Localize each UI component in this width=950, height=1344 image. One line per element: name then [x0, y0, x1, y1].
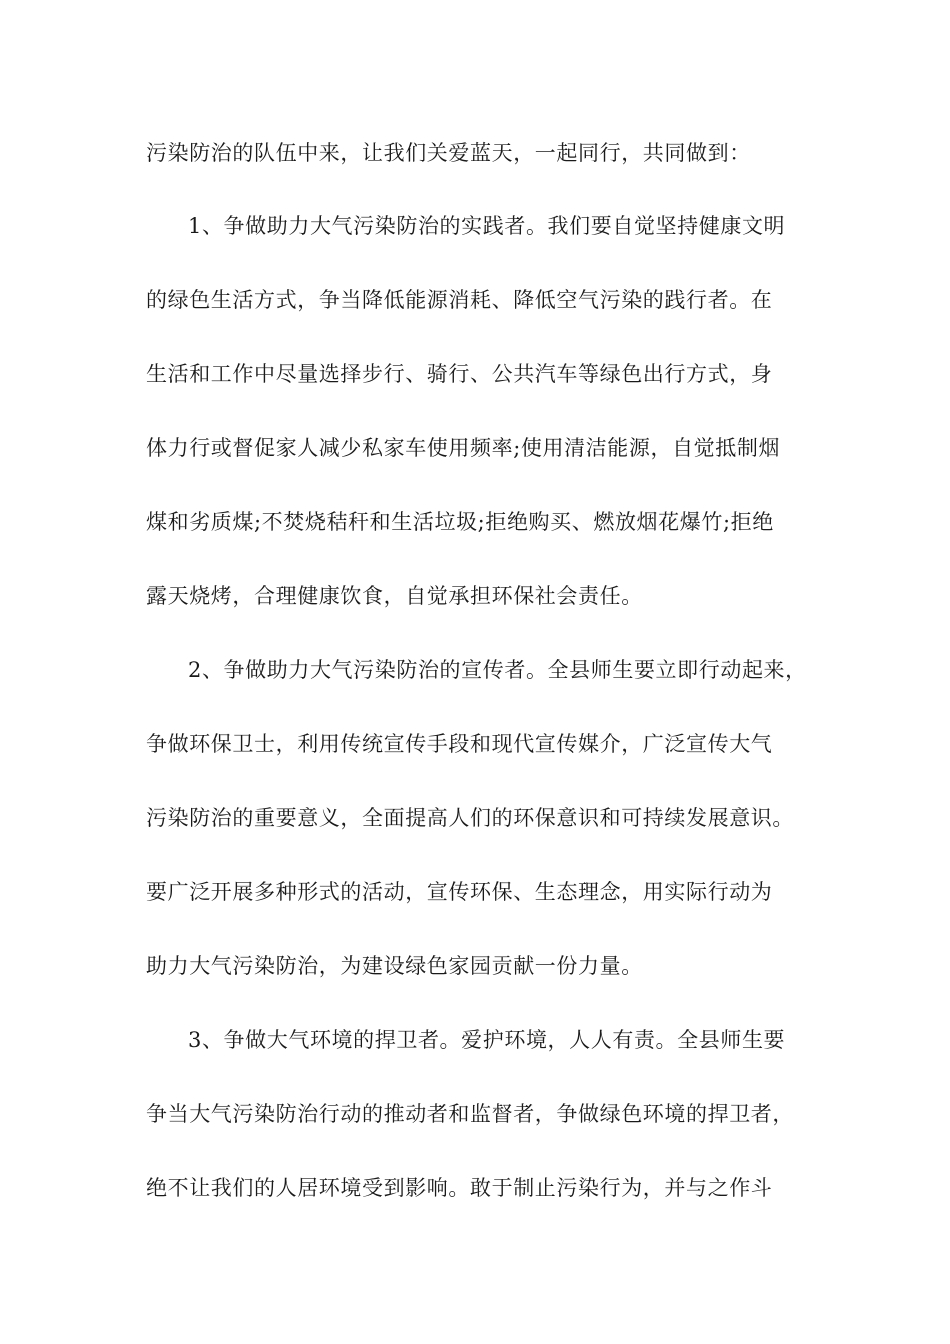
text-line: 污染防治的重要意义，全面提高人们的环保意识和可持续发展意识。	[146, 806, 794, 830]
text-line: 要广泛开展多种形式的活动，宣传环保、生态理念，用实际行动为	[146, 880, 773, 904]
text-line: 生活和工作中尽量选择步行、骑行、公共汽车等绿色出行方式，身	[146, 362, 773, 386]
text-line: 绝不让我们的人居环境受到影响。敢于制止污染行为，并与之作斗	[146, 1176, 773, 1200]
text-line: 3、争做大气环境的捍卫者。爱护环境，人人有责。全县师生要	[188, 1028, 786, 1052]
text-line: 煤和劣质煤;不焚烧秸秆和生活垃圾;拒绝购买、燃放烟花爆竹;拒绝	[146, 510, 774, 534]
text-line: 争做环保卫士，利用传统宣传手段和现代宣传媒介，广泛宣传大气	[146, 732, 773, 756]
text-line: 的绿色生活方式，争当降低能源消耗、降低空气污染的践行者。在	[146, 288, 773, 312]
text-line: 体力行或督促家人减少私家车使用频率;使用清洁能源，自觉抵制烟	[146, 436, 781, 460]
text-line: 污染防治的队伍中来，让我们关爱蓝天，一起同行，共同做到：	[146, 141, 751, 165]
text-line: 1、争做助力大气污染防治的实践者。我们要自觉坚持健康文明	[188, 214, 786, 238]
text-line: 争当大气污染防治行动的推动者和监督者，争做绿色环境的捍卫者，	[146, 1102, 794, 1126]
text-line: 露天烧烤，合理健康饮食，自觉承担环保社会责任。	[146, 584, 643, 608]
text-line: 助力大气污染防治，为建设绿色家园贡献一份力量。	[146, 954, 643, 978]
text-line: 2、争做助力大气污染防治的宣传者。全县师生要立即行动起来，	[188, 658, 807, 682]
